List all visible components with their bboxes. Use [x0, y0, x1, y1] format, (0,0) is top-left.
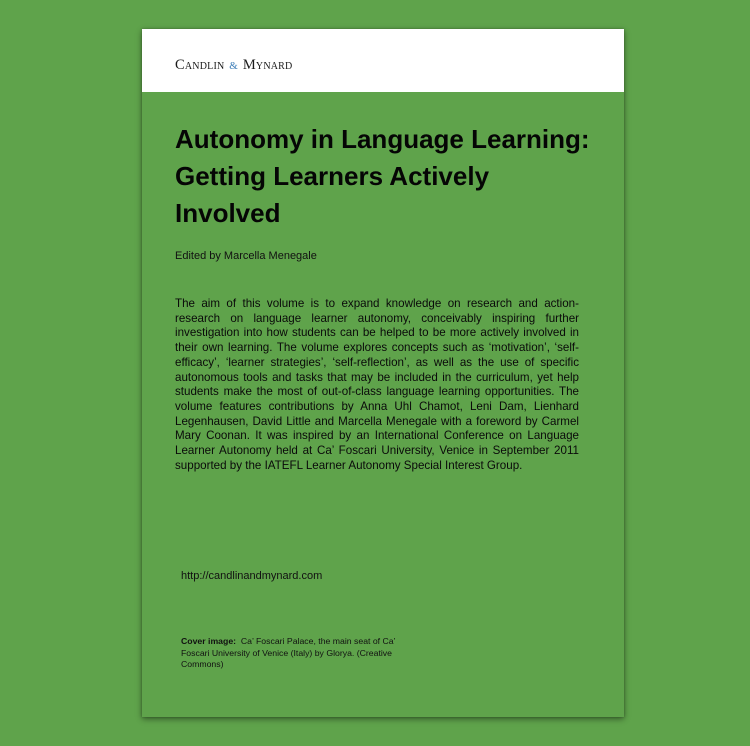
- publisher-name-right: Mynard: [242, 57, 293, 73]
- publisher-header-band: [142, 29, 624, 92]
- cover-image-credit: [181, 636, 421, 671]
- editor-line: Edited by Marcella Menegale: [175, 250, 317, 262]
- book-cover: [142, 29, 624, 717]
- publisher-logo: [175, 57, 292, 74]
- cover-image-label: Cover image:: [181, 636, 237, 646]
- publisher-ampersand: &: [229, 60, 238, 72]
- publisher-url: http://candlinandmynard.com: [181, 570, 323, 582]
- book-description: The aim of this volume is to expand knowledge on research and action-research on language learner autonomy, conceivably inspiring further investigation into how students can be helped to be more actively involved in their own learning. The volume explores concepts such as ‘motivation’, ‘self-efficacy’, ‘learner strategies’, ‘self-reflection’, as well as the use of specific autonomous tools and tasks that may be included in the curriculum, yet help students make the most of out-of-class language learning opportunities. The volume features contributions by Anna Uhl Chamot, Leni Dam, Lienhard Legenhausen, David Little and Marcella Menegale with a foreword by Carmel Mary Coonan. It was inspired by an International Conference on Language Learner Autonomy held at Ca’ Foscari University, Venice in September 2011 supported by the IATEFL Learner Autonomy Special Interest Group.: [175, 297, 579, 472]
- book-title: Autonomy in Language Learning: Getting Learners Actively Involved: [175, 124, 590, 228]
- cover-image-text: Ca’ Foscari Palace, the main seat of Ca’ Foscari University of Venice (Italy) by Glorya. (Creative Commons): [181, 636, 396, 670]
- publisher-name-left: Candlin: [175, 57, 225, 73]
